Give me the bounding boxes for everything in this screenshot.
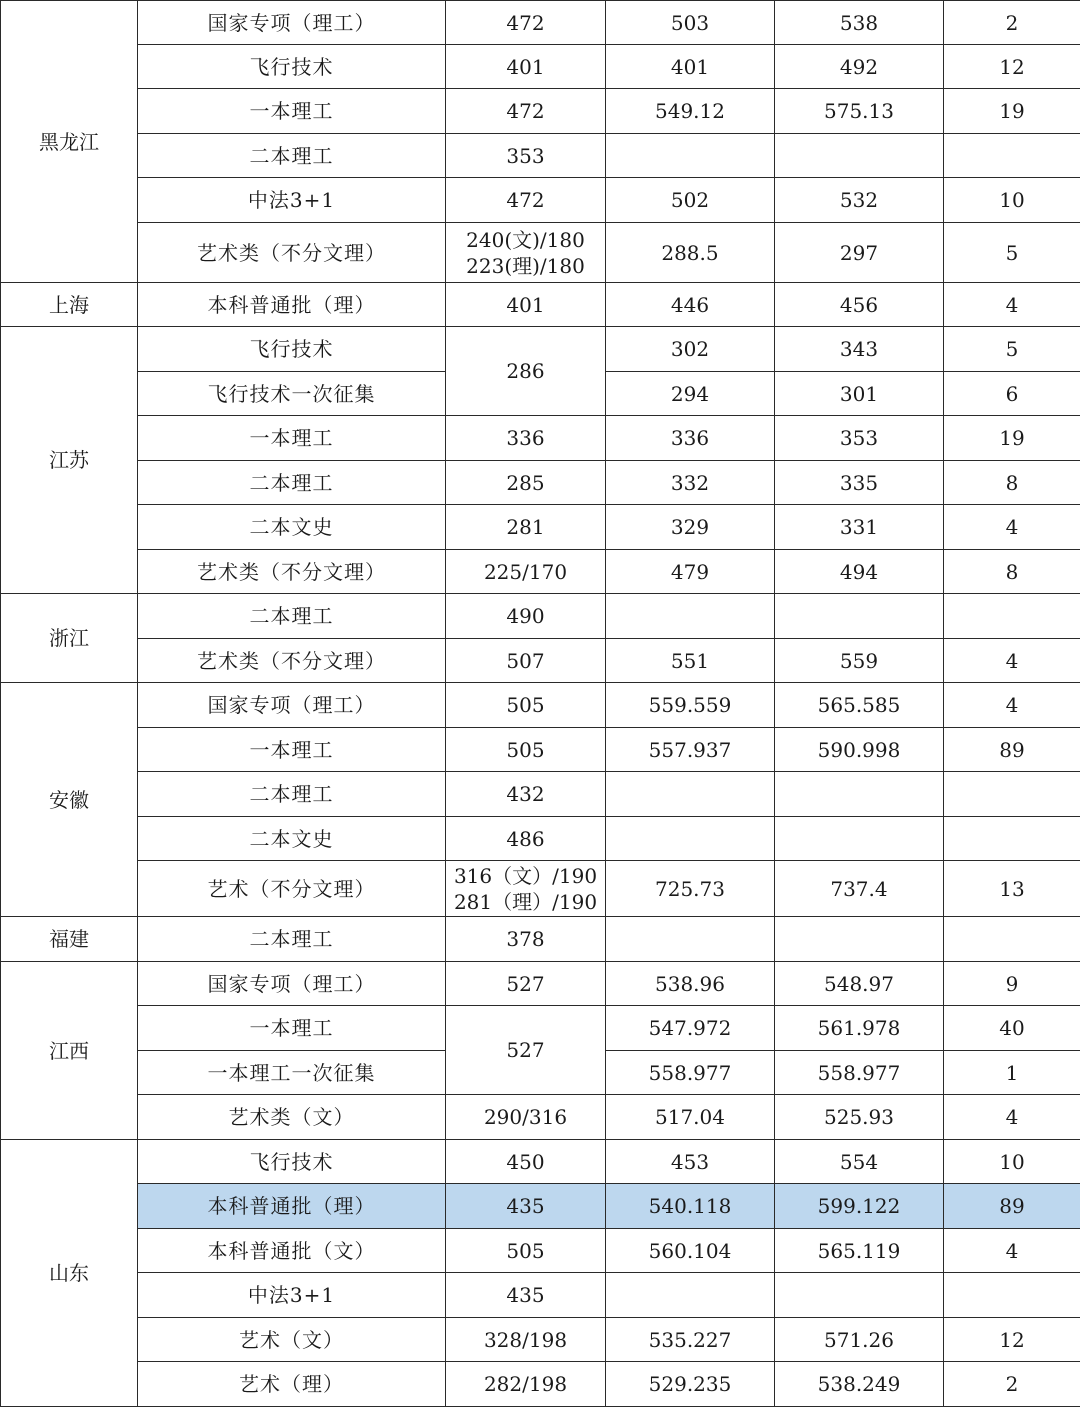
admitted-count-cell: 4 (944, 505, 1080, 550)
admitted-count-cell: 1 (944, 1051, 1080, 1095)
table-row (1, 772, 1080, 817)
category-cell: 二本理工 (138, 134, 446, 178)
table-row (1, 861, 1080, 917)
control-score-line: 472 (446, 187, 605, 213)
control-score-line: 281 (446, 514, 605, 540)
admitted-count-cell (944, 917, 1080, 962)
admitted-count-cell: 2 (944, 1, 1080, 45)
category-cell: 二本理工 (138, 772, 446, 817)
category-cell: 中法3+1 (138, 178, 446, 223)
table-row (1, 817, 1080, 861)
min-score-cell: 336 (606, 416, 775, 461)
min-score-cell: 540.118 (606, 1184, 775, 1229)
min-score-cell: 294 (606, 372, 775, 416)
table-row (1, 1318, 1080, 1362)
min-score-cell: 502 (606, 178, 775, 223)
province-cell: 安徽 (1, 683, 138, 917)
admitted-count-cell: 10 (944, 1140, 1080, 1184)
min-score-cell (606, 917, 775, 962)
max-score-cell: 575.13 (775, 89, 944, 134)
admitted-count-cell (944, 134, 1080, 178)
admitted-count-cell: 40 (944, 1006, 1080, 1051)
control-score-line: 285 (446, 470, 605, 496)
min-score-cell: 560.104 (606, 1229, 775, 1273)
control-score-line: 527 (446, 971, 605, 997)
min-score-cell (606, 772, 775, 817)
province-cell: 江苏 (1, 327, 138, 594)
max-score-cell: 599.122 (775, 1184, 944, 1229)
table-row (1, 178, 1080, 223)
province-cell: 黑龙江 (1, 1, 138, 283)
control-score-line: 505 (446, 692, 605, 718)
control-score-cell (446, 817, 606, 861)
table-row (1, 728, 1080, 772)
table-row (1, 223, 1080, 283)
max-score-cell (775, 594, 944, 639)
min-score-cell: 479 (606, 550, 775, 594)
min-score-cell: 503 (606, 1, 775, 45)
admitted-count-cell: 10 (944, 178, 1080, 223)
table-row (1, 639, 1080, 683)
control-score-cell (446, 461, 606, 505)
control-score-line: 435 (446, 1282, 605, 1308)
category-cell: 艺术类（不分文理） (138, 223, 446, 283)
admitted-count-cell: 8 (944, 461, 1080, 505)
category-cell: 飞行技术 (138, 327, 446, 372)
max-score-cell: 737.4 (775, 861, 944, 917)
control-score-cell (446, 917, 606, 962)
max-score-cell: 492 (775, 45, 944, 89)
province-cell: 上海 (1, 283, 138, 327)
min-score-cell: 558.977 (606, 1051, 775, 1095)
max-score-cell: 525.93 (775, 1095, 944, 1140)
category-cell: 艺术类（文） (138, 1095, 446, 1140)
category-cell: 一本理工一次征集 (138, 1051, 446, 1095)
max-score-cell (775, 772, 944, 817)
max-score-cell: 590.998 (775, 728, 944, 772)
table-row (1, 1095, 1080, 1140)
max-score-cell: 335 (775, 461, 944, 505)
table-row (1, 327, 1080, 372)
control-score-cell (446, 772, 606, 817)
control-score-cell (446, 962, 606, 1006)
table-row (1, 917, 1080, 962)
province-cell: 浙江 (1, 594, 138, 683)
control-score-cell (446, 728, 606, 772)
control-score-line: 336 (446, 425, 605, 451)
min-score-cell: 332 (606, 461, 775, 505)
admitted-count-cell: 19 (944, 89, 1080, 134)
max-score-cell: 538 (775, 1, 944, 45)
admitted-count-cell: 12 (944, 1318, 1080, 1362)
category-cell: 二本文史 (138, 505, 446, 550)
table-row (1, 962, 1080, 1006)
category-cell: 本科普通批（文） (138, 1229, 446, 1273)
max-score-cell: 331 (775, 505, 944, 550)
control-score-cell (446, 1229, 606, 1273)
control-score-line: 401 (446, 54, 605, 80)
max-score-cell: 343 (775, 327, 944, 372)
min-score-cell: 302 (606, 327, 775, 372)
admitted-count-cell: 2 (944, 1362, 1080, 1407)
min-score-cell: 453 (606, 1140, 775, 1184)
category-cell: 艺术（不分文理） (138, 861, 446, 917)
control-score-cell (446, 327, 606, 416)
max-score-cell: 297 (775, 223, 944, 283)
control-score-line: 378 (446, 926, 605, 952)
control-score-cell (446, 178, 606, 223)
table-row (1, 1140, 1080, 1184)
admitted-count-cell (944, 1273, 1080, 1318)
admitted-count-cell: 4 (944, 639, 1080, 683)
control-score-line: 353 (446, 143, 605, 169)
category-cell: 二本理工 (138, 461, 446, 505)
control-score-line: 290/316 (446, 1104, 605, 1130)
control-score-line: 316（文）/190 (446, 863, 605, 889)
control-score-cell (446, 1, 606, 45)
control-score-cell (446, 1006, 606, 1095)
table-row (1, 45, 1080, 89)
admitted-count-cell: 9 (944, 962, 1080, 1006)
max-score-cell: 353 (775, 416, 944, 461)
control-score-line: 472 (446, 98, 605, 124)
max-score-cell (775, 134, 944, 178)
max-score-cell: 538.249 (775, 1362, 944, 1407)
min-score-cell: 529.235 (606, 1362, 775, 1407)
control-score-cell (446, 550, 606, 594)
category-cell: 飞行技术一次征集 (138, 372, 446, 416)
min-score-cell: 446 (606, 283, 775, 327)
table-row (1, 134, 1080, 178)
max-score-cell: 565.585 (775, 683, 944, 728)
province-cell: 江西 (1, 962, 138, 1140)
category-cell: 艺术（理） (138, 1362, 446, 1407)
control-score-line: 472 (446, 10, 605, 36)
admitted-count-cell: 19 (944, 416, 1080, 461)
min-score-cell: 535.227 (606, 1318, 775, 1362)
min-score-cell: 517.04 (606, 1095, 775, 1140)
admitted-count-cell: 5 (944, 223, 1080, 283)
control-score-line: 240(文)/180 (446, 227, 605, 253)
min-score-cell: 557.937 (606, 728, 775, 772)
table-row (1, 461, 1080, 505)
control-score-line: 328/198 (446, 1327, 605, 1353)
admitted-count-cell (944, 772, 1080, 817)
province-cell: 福建 (1, 917, 138, 962)
control-score-cell (446, 861, 606, 917)
category-cell: 国家专项（理工） (138, 962, 446, 1006)
max-score-cell: 565.119 (775, 1229, 944, 1273)
control-score-cell (446, 283, 606, 327)
max-score-cell: 301 (775, 372, 944, 416)
max-score-cell: 561.978 (775, 1006, 944, 1051)
control-score-cell (446, 1362, 606, 1407)
max-score-cell: 571.26 (775, 1318, 944, 1362)
control-score-cell (446, 1095, 606, 1140)
table-row (1, 283, 1080, 327)
min-score-cell: 401 (606, 45, 775, 89)
min-score-cell (606, 134, 775, 178)
min-score-cell (606, 817, 775, 861)
province-cell: 山东 (1, 1140, 138, 1407)
control-score-line: 450 (446, 1149, 605, 1175)
admitted-count-cell: 89 (944, 1184, 1080, 1229)
control-score-line: 527 (446, 1037, 605, 1063)
admitted-count-cell: 5 (944, 327, 1080, 372)
category-cell: 本科普通批（理） (138, 1184, 446, 1229)
max-score-cell: 494 (775, 550, 944, 594)
table-row (1, 1362, 1080, 1407)
table-row (1, 683, 1080, 728)
category-cell: 一本理工 (138, 416, 446, 461)
control-score-line: 505 (446, 737, 605, 763)
admitted-count-cell: 8 (944, 550, 1080, 594)
category-cell: 飞行技术 (138, 45, 446, 89)
table-row (1, 594, 1080, 639)
control-score-cell (446, 639, 606, 683)
admitted-count-cell: 4 (944, 683, 1080, 728)
min-score-cell: 329 (606, 505, 775, 550)
table-row (1, 1273, 1080, 1318)
max-score-cell (775, 917, 944, 962)
control-score-cell (446, 683, 606, 728)
category-cell: 艺术类（不分文理） (138, 550, 446, 594)
control-score-cell (446, 1273, 606, 1318)
table-row (1, 550, 1080, 594)
table-row (1, 1184, 1080, 1229)
admitted-count-cell: 6 (944, 372, 1080, 416)
max-score-cell: 554 (775, 1140, 944, 1184)
max-score-cell (775, 1273, 944, 1318)
admitted-count-cell: 89 (944, 728, 1080, 772)
control-score-line: 435 (446, 1193, 605, 1219)
control-score-cell (446, 45, 606, 89)
control-score-cell (446, 223, 606, 283)
control-score-line: 286 (446, 358, 605, 384)
control-score-line: 486 (446, 826, 605, 852)
min-score-cell: 538.96 (606, 962, 775, 1006)
table-row (1, 1006, 1080, 1051)
max-score-cell: 548.97 (775, 962, 944, 1006)
admitted-count-cell (944, 817, 1080, 861)
control-score-cell (446, 1318, 606, 1362)
table-row (1, 505, 1080, 550)
control-score-cell (446, 505, 606, 550)
category-cell: 二本理工 (138, 917, 446, 962)
table-row (1, 1229, 1080, 1273)
category-cell: 国家专项（理工） (138, 1, 446, 45)
control-score-cell (446, 416, 606, 461)
category-cell: 一本理工 (138, 89, 446, 134)
control-score-cell (446, 1184, 606, 1229)
control-score-line: 490 (446, 603, 605, 629)
control-score-line: 505 (446, 1238, 605, 1264)
category-cell: 二本文史 (138, 817, 446, 861)
admitted-count-cell: 4 (944, 1095, 1080, 1140)
control-score-line: 282/198 (446, 1371, 605, 1397)
category-cell: 一本理工 (138, 728, 446, 772)
min-score-cell: 547.972 (606, 1006, 775, 1051)
admitted-count-cell: 13 (944, 861, 1080, 917)
table-row (1, 89, 1080, 134)
min-score-cell: 725.73 (606, 861, 775, 917)
min-score-cell (606, 1273, 775, 1318)
control-score-line: 401 (446, 292, 605, 318)
control-score-line: 507 (446, 648, 605, 674)
admitted-count-cell: 4 (944, 1229, 1080, 1273)
table-row (1, 1, 1080, 45)
max-score-cell: 456 (775, 283, 944, 327)
control-score-line: 281（理）/190 (446, 889, 605, 915)
category-cell: 本科普通批（理） (138, 283, 446, 327)
control-score-line: 432 (446, 781, 605, 807)
category-cell: 国家专项（理工） (138, 683, 446, 728)
category-cell: 中法3+1 (138, 1273, 446, 1318)
control-score-line: 223(理)/180 (446, 253, 605, 279)
min-score-cell: 551 (606, 639, 775, 683)
category-cell: 二本理工 (138, 594, 446, 639)
admitted-count-cell (944, 594, 1080, 639)
control-score-cell (446, 134, 606, 178)
category-cell: 飞行技术 (138, 1140, 446, 1184)
control-score-cell (446, 1140, 606, 1184)
control-score-cell (446, 89, 606, 134)
min-score-cell: 549.12 (606, 89, 775, 134)
max-score-cell (775, 817, 944, 861)
max-score-cell: 559 (775, 639, 944, 683)
min-score-cell (606, 594, 775, 639)
category-cell: 艺术（文） (138, 1318, 446, 1362)
max-score-cell: 558.977 (775, 1051, 944, 1095)
min-score-cell: 559.559 (606, 683, 775, 728)
max-score-cell: 532 (775, 178, 944, 223)
table-row (1, 416, 1080, 461)
admitted-count-cell: 4 (944, 283, 1080, 327)
control-score-cell (446, 594, 606, 639)
category-cell: 艺术类（不分文理） (138, 639, 446, 683)
category-cell: 一本理工 (138, 1006, 446, 1051)
min-score-cell: 288.5 (606, 223, 775, 283)
control-score-line: 225/170 (446, 559, 605, 585)
admitted-count-cell: 12 (944, 45, 1080, 89)
